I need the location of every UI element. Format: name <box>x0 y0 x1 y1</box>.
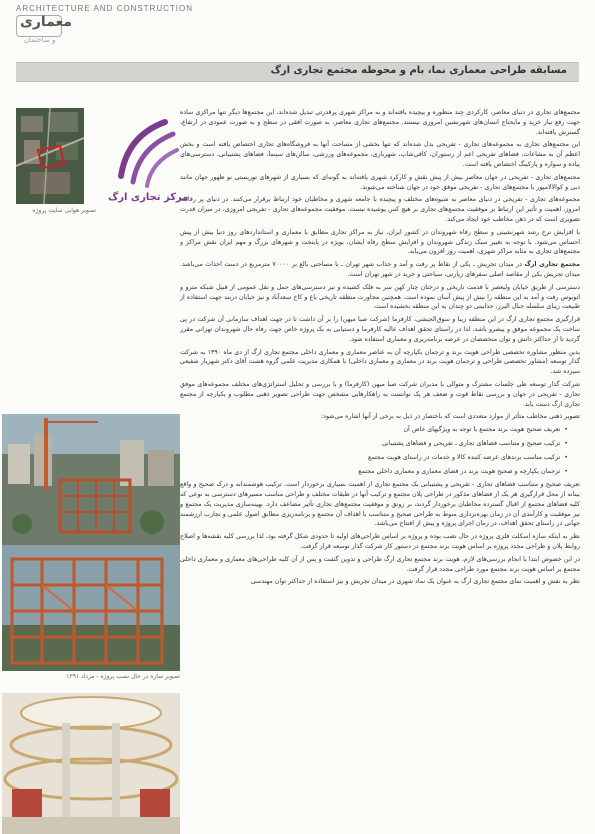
paragraph-9: بدین منظور مشاوره تخصصی طراحی هویت برند و ترجمان یکپارچه آن به عناصر معماری و معماری داخلی مجتمع تجاری ارگ از دی ماه ۱۳۹۰ به شرکت گذار توسعه (مشاور تخصصی طراحی و ترجمان هویت برند در معماری و معماری داخلی) با همکاری مدیریت علمی گروه هشت آقای دکتر شهریار شفیعی سپرده شد. <box>180 348 580 376</box>
paragraph-10: شرکت گذار توسعه طی جلسات مشترک و متوالی با مدیران شرکت صبا میهن (کارفرما) و با بررسی و تحلیل استراتژی‌های مختلف مجموعه‌های موفق تجاری - تفریحی در جهان و بررسی نقاط قوت و ضعف هر یک توانست به راهکارهایی مشخص جهت طراحی تصویر ذهنی مطلوب و یکپارچه از مجتمع تجاری ارگ دست یابد. <box>180 380 580 408</box>
magazine-logo-subtitle: و ساختمان <box>24 36 56 44</box>
article-body <box>180 108 580 826</box>
paragraph-6-text: در میدان تجریش ـ یکی از نقاط پر رفت و آمد و جذاب شهر تهران ـ با مساحتی بالغ بر ۷۰۰۰۰ مترمربع در دست احداث می‌باشد. میدان تجریش یکی از مقاصد اصلی سفرهای زیارتی، سیاحتی و خرید در شهر تهران است. <box>180 261 580 278</box>
bullet-item: • تعریف صحیح هویت برند مجتمع با توجه به ویژگیهای خاص آن <box>180 425 568 435</box>
city-construction-image <box>2 414 180 545</box>
arg-logo-icon <box>113 116 183 191</box>
paragraph-6 <box>180 260 580 280</box>
paragraph-13: نظر به اینکه سازه اسکلت فلزی پروژه در حال نصب بوده و پروژه بر اساس طراحی‌های اولیه تا حدودی شکل گرفته بود، لذا بررسی کلیه نقشه‌ها و اصلاح روابط پلان و طراحی مجدد پروژه بر اساس هویت برند مجتمع در دستور کار شرکت گذار توسعه قرار گرفت. <box>180 533 580 551</box>
paragraph-12: تعریف صحیح و متناسب فضاهای تجاری - تفریحی و پشتیبانی یک مجتمع تجاری از اهمیت بسیاری برخوردار است. ترکیب هوشمندانه و درک صحیح و واقع بینانه از محل قرارگیری هر یک از فضاهای مذکور در طراحی پلان مجتمع و ترکیب آنها در طبقات مختلف و طراحی مناسب مسیرهای دسترسی به نوعی که کلیه فضاهای مجتمع از اقبال گسترده مخاطبان برخوردار گردند، بر رونق و موفقیت مجتمع‌های تجاری تأثیر مضاعف دارد. بهینه‌سازی مدیریت یک مجتمع و نیز موفقیت و کارآمدی آن در زمان بهره‌برداری منوط به طراحی صحیح و متناسب با اهداف آن مجتمع و برنامه‌ریزی مطابق اصول علمی و تجارب ارزشمند جهانی در راستای تحقق اهداف، در زمان اجرای پروژه و پیش از افتتاح می‌باشد. <box>180 481 580 528</box>
aerial-photo-caption: تصویر هوایی سایت پروژه <box>32 207 96 214</box>
brand-name: مرکز تجاری ارگ <box>108 192 189 203</box>
paragraph-1: مجتمع‌های تجاری در دنیای معاصر، کارکردی چند منظوره و پیچیده یافته‌اند و به مراکز شهری پرقدرتی تبدیل شده‌اند. این مجتمع‌ها دیگر تنها مراکزی ساده جهت رفع نیاز خرید و مایحتاج انسان‌های شهرنشین امروزی نیستند. مجتمع‌های تجاری معاصر، به صورت افقی در سطح و به صورت عمودی در ارتفاع، گسترش یافته‌اند. <box>180 109 580 136</box>
paragraph-7: دسترسی از طریق خیابان ولیعصر با قدمت تاریخی و درختان چنار کهن سر به فلک کشیده و نیز دسترسی‌های حمل و نقل عمومی از قبیل شبکه مترو و اتوبوس رفت و آمد به این منطقه را بیش از پیش آسان نموده است. همچنین مجاورت منطقه تاریخی باغ و کاخ سعدآباد و نیز خیابان دربند جهت استفاده از طبیعت زیبای سلسله جبال البرز، جذابیتی دو چندان به این منطقه بخشیده است. <box>180 283 580 311</box>
bullet-item: • ترکیب مناسب برندهای عرضه کننده کالا و خدمات در راستای هویت مجتمع <box>180 453 568 463</box>
aerial-photo-image <box>16 108 84 204</box>
paragraph-5: با افزایش نرخ رشد شهرنشینی و سطح رفاه شهروندان در کشور ایران، نیاز به مراکز تجاری مطابق با معماری و استانداردهای روز دنیا بیش از پیش احساس می‌شود. با توجه به تغییر سبک زندگی شهروندان و افزایش سطح رفاه ایشان، بویژه در پایتخت و شهرهای بزرگ و مهم ایران نقش مراکز و مجتمع‌های تجاری به مثابه مراکز شهری، اهمیت روز افزون می‌یابد. <box>180 228 580 256</box>
city-photo <box>2 414 180 545</box>
paragraph-4: مجموعه‌های تجاری - تفریحی در دنیای معاصر به شیوه‌های مختلف و پیچیده با جامعه شهری و مخاطبان خود ارتباط برقرار می‌کنند. در دنیای پر رقابت امروز، اهمیت و تأثیر این ارتباط بر موفقیت مجتمع‌های تجاری بر هیچ کس پوشیده نیست. موفقیت مجموعه‌های تجاری - تفریحی امروزی، در میزان قدرت تصویری است که در ذهن مخاطب خود ایجاد می‌کند. <box>180 196 580 223</box>
bullet-item: • ترجمان یکپارچه و صحیح هویت برند در فضای معماری و معماری داخلی مجتمع <box>180 467 568 477</box>
paragraph-11: تصویر ذهنی مخاطب متأثر از موارد متعددی است که باختصار در ذیل به برخی از آنها اشاره می‌شود: <box>321 413 580 421</box>
magazine-logo: معماری <box>20 14 73 30</box>
paragraph-8: قرارگیری مجتمع تجاری ارگ در این منطقه زیبا و سوق‌الجیشی، کارفرما (شرکت صبا میهن) را بر آن داشت تا در جهت اهداف سازمانی آن شرکت در پی ساخت یک مجموعه موفق و پیشرو باشد. لذا در راستای تحقق اهداف عالیه کارفرما و دستیابی به یک پروژه خاص جهت رفاه حال شهروندان تهرانی مقرر گردید تا از حداکثر دانش و توان متخصصان در عرصه برنامه‌ریزی و معماری استفاده شود. <box>180 316 580 343</box>
paragraph-14: در این خصوص ابتدا با انجام بررسی‌های لازم، هویت برند مجتمع تجاری ارگ طراحی و تدوین گشت و پس از آن کلیه طراحی‌های معماری و معماری داخلی مجتمع بر اساس هویت برند مجتمع مورد طراحی مجدد قرار گرفت. <box>180 555 580 573</box>
inline-bold-term: مجتمع تجاری ارگ <box>524 261 580 269</box>
interior-rendering-image <box>2 693 180 834</box>
structure-photo <box>2 545 180 671</box>
paragraph-15: نظر به نقش و اهمیت نمای مجتمع تجاری ارگ به عنوان یک نماد شهری در میدان تجریش و نیز استفاده از حداکثر توان مهندسی <box>250 578 580 586</box>
steel-structure-image <box>2 545 180 671</box>
paragraph-3: مجتمع‌های تجاری - تفریحی در جهان معاصر بیش از پیش نقش و کارکرد شهری یافته‌اند به گونه‌ای که بسیاری از شهرهای توریستی نو ظهور جهان مانند دبی و کوالالامپور با مجتمع‌های تجاری - تفریحی موفق خود در جهان شناخته می‌شوند. <box>180 173 580 191</box>
bullet-list <box>180 425 580 476</box>
bullet-item: • ترکیب صحیح و متناسب فضاهای تجاری ـ تفریحی و فضاهای پشتیبانی <box>180 439 568 449</box>
title-bar <box>16 62 579 82</box>
article-title: مسابقه طراحی معماری نما، بام و محوطه مجتمع تجاری ارگ <box>270 65 567 76</box>
section-label: ARCHITECTURE AND CONSTRUCTION <box>16 4 194 13</box>
brand-mark <box>113 116 183 195</box>
interior-photo <box>2 693 180 834</box>
structure-photo-caption: تصویر سازه در حال نصب پروژه - مرداد ۱۳۹۱ <box>66 673 180 680</box>
paragraph-2: این مجتمع‌های تجاری به مجموعه‌های تجاری - تفریحی بدل شده‌اند که تنها بخشی از مساحت آنها به فروشگاه‌های تجاری اختصاص یافته است و بخش اعظم آن به مشاعات، فضاهای تفریحی اعم از رستوران، کافی‌شاپ، شهربازی، مجموعه‌های ورزشی، سالن‌های سینما، فضاهای پشتیبانی، دسترسی‌های پیاده و سواره و پارکینگ اختصاص یافته است. <box>180 141 580 168</box>
aerial-photo <box>16 108 84 204</box>
